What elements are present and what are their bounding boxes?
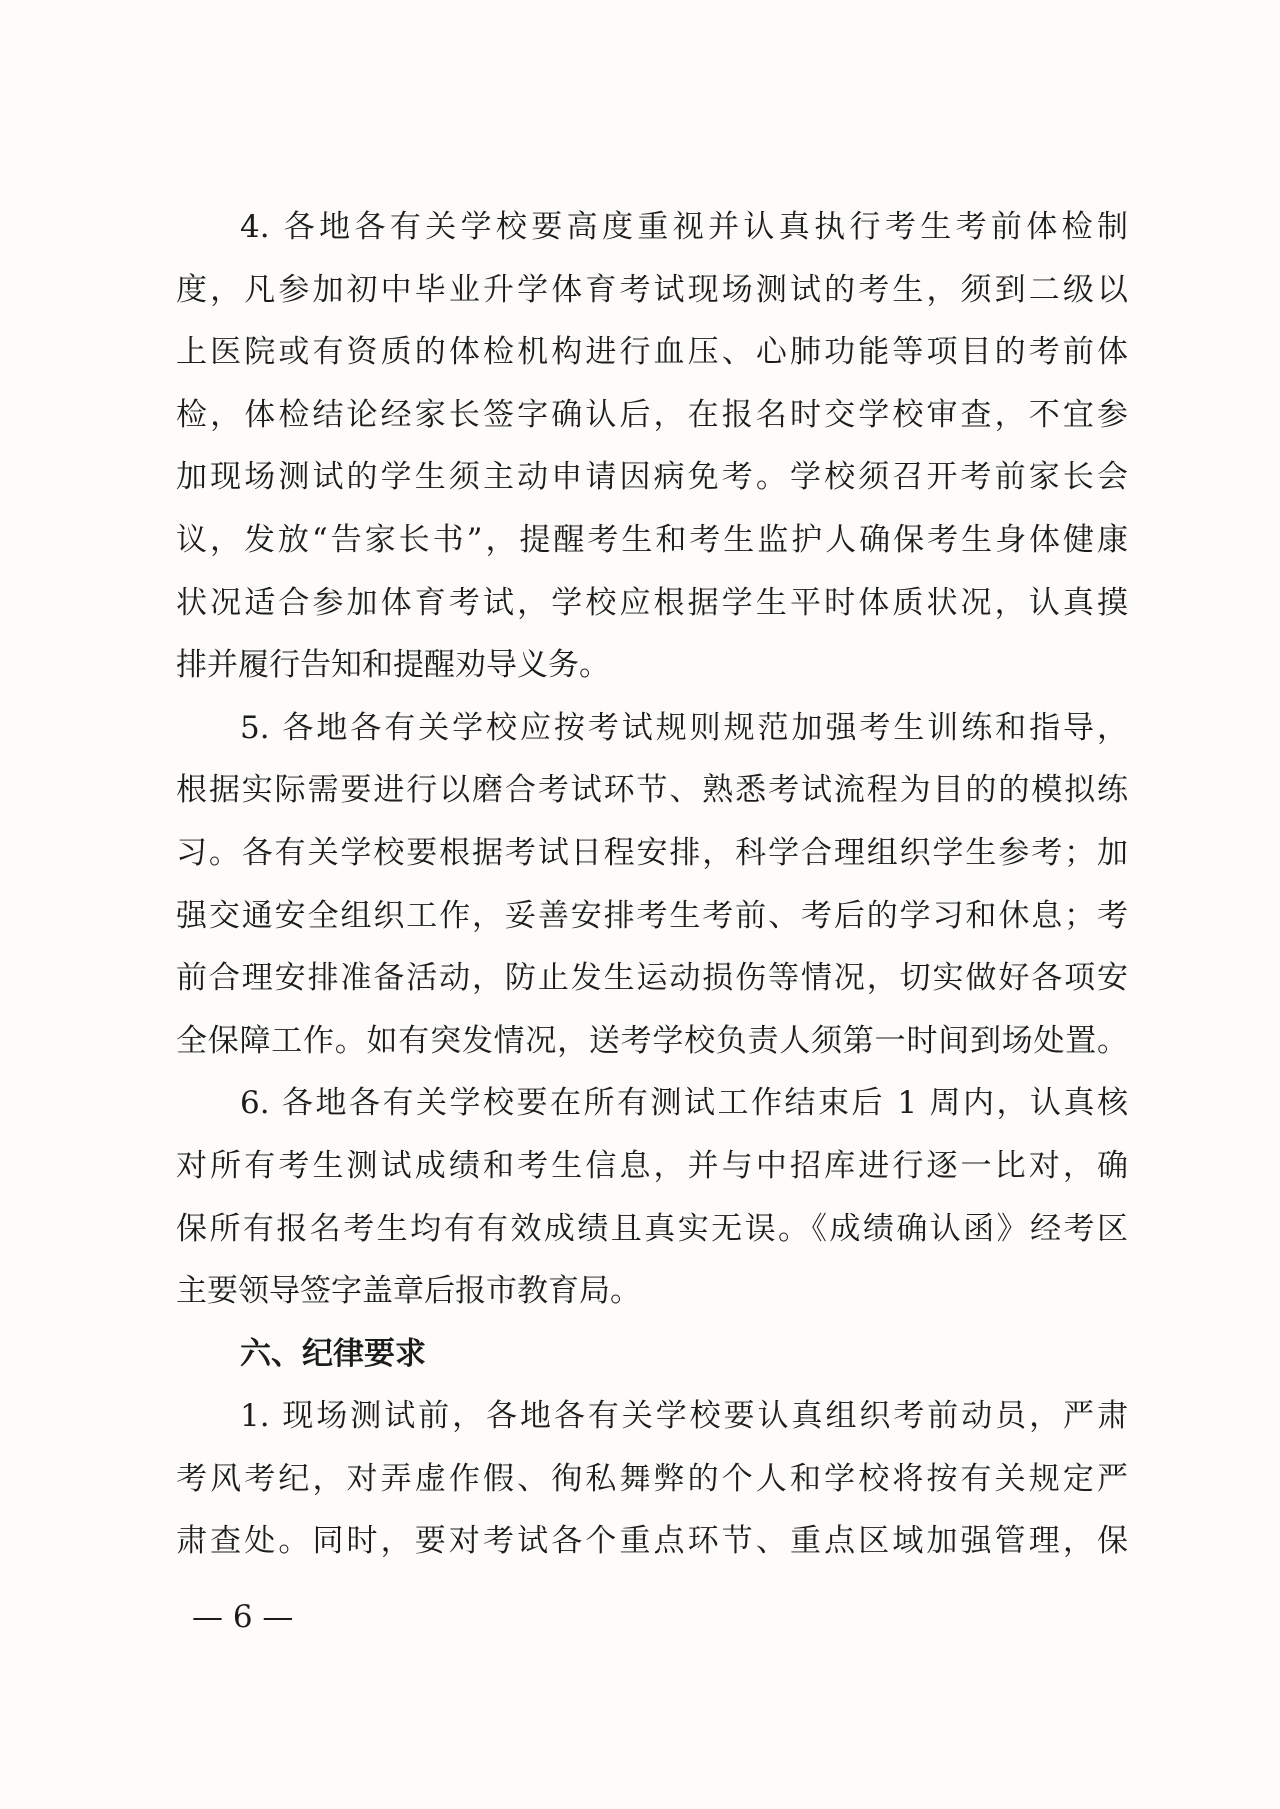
paragraph-5-line-2: 根据实际需要进行以磨合考试环节、熟悉考试流程为目的的模拟练 (176, 772, 1128, 809)
body-text (176, 196, 1128, 1573)
paragraph-6-line-4: 主要领导签字盖章后报市教育局。 (176, 1273, 641, 1310)
paragraph-4-line-7: 状况适合参加体育考试，学校应根据学生平时体质状况，认真摸 (176, 584, 1128, 621)
paragraph-4-line-5: 加现场测试的学生须主动申请因病免考。学校须召开考前家长会 (176, 459, 1128, 496)
paragraph-5-line-4: 强交通安全组织工作，妥善安排考生考前、考后的学习和休息；考 (176, 897, 1128, 934)
paragraph-6-line-2: 对所有考生测试成绩和考生信息，并与中招库进行逐一比对，确 (176, 1147, 1128, 1184)
page-number: — 6 — (192, 1599, 294, 1635)
paragraph-5-line-1: 5. 各地各有关学校应按考试规则规范加强考生训练和指导， (240, 709, 1128, 746)
paragraph-6-line-3: 保所有报名考生均有有效成绩且真实无误。《成绩确认函》经考区 (176, 1210, 1128, 1247)
paragraph-4-line-6: 议，发放“告家长书”，提醒考生和考生监护人确保考生身体健康 (176, 521, 1128, 558)
paragraph-6-line-1: 6. 各地各有关学校要在所有测试工作结束后 1 周内，认真核 (240, 1085, 1128, 1122)
discipline-paragraph-1-line-2: 考风考纪，对弄虚作假、徇私舞弊的个人和学校将按有关规定严 (176, 1460, 1128, 1497)
discipline-paragraph-1-line-3: 肃查处。同时，要对考试各个重点环节、重点区域加强管理，保 (176, 1523, 1128, 1560)
paragraph-5-line-3: 习。各有关学校要根据考试日程安排，科学合理组织学生参考；加 (176, 834, 1128, 871)
paragraph-4-line-4: 检，体检结论经家长签字确认后，在报名时交学校审查，不宜参 (176, 396, 1128, 433)
paragraph-4-line-1: 4. 各地各有关学校要高度重视并认真执行考生考前体检制 (240, 209, 1128, 245)
paragraph-4-line-2: 度，凡参加初中毕业升学体育考试现场测试的考生，须到二级以 (176, 271, 1128, 308)
discipline-paragraph-1-line-1: 1. 现场测试前，各地各有关学校要认真组织考前动员，严肃 (240, 1398, 1128, 1435)
paragraph-4-line-3: 上医院或有资质的体检机构进行血压、心肺功能等项目的考前体 (176, 334, 1128, 371)
paragraph-5-line-5: 前合理安排准备活动，防止发生运动损伤等情况，切实做好各项安 (176, 960, 1128, 997)
paragraph-4-line-8: 排并履行告知和提醒劝导义务。 (176, 647, 610, 684)
section-heading: 六、纪律要求 (240, 1335, 426, 1372)
paragraph-5-line-6: 全保障工作。如有突发情况，送考学校负责人须第一时间到场处置。 (176, 1022, 1128, 1059)
